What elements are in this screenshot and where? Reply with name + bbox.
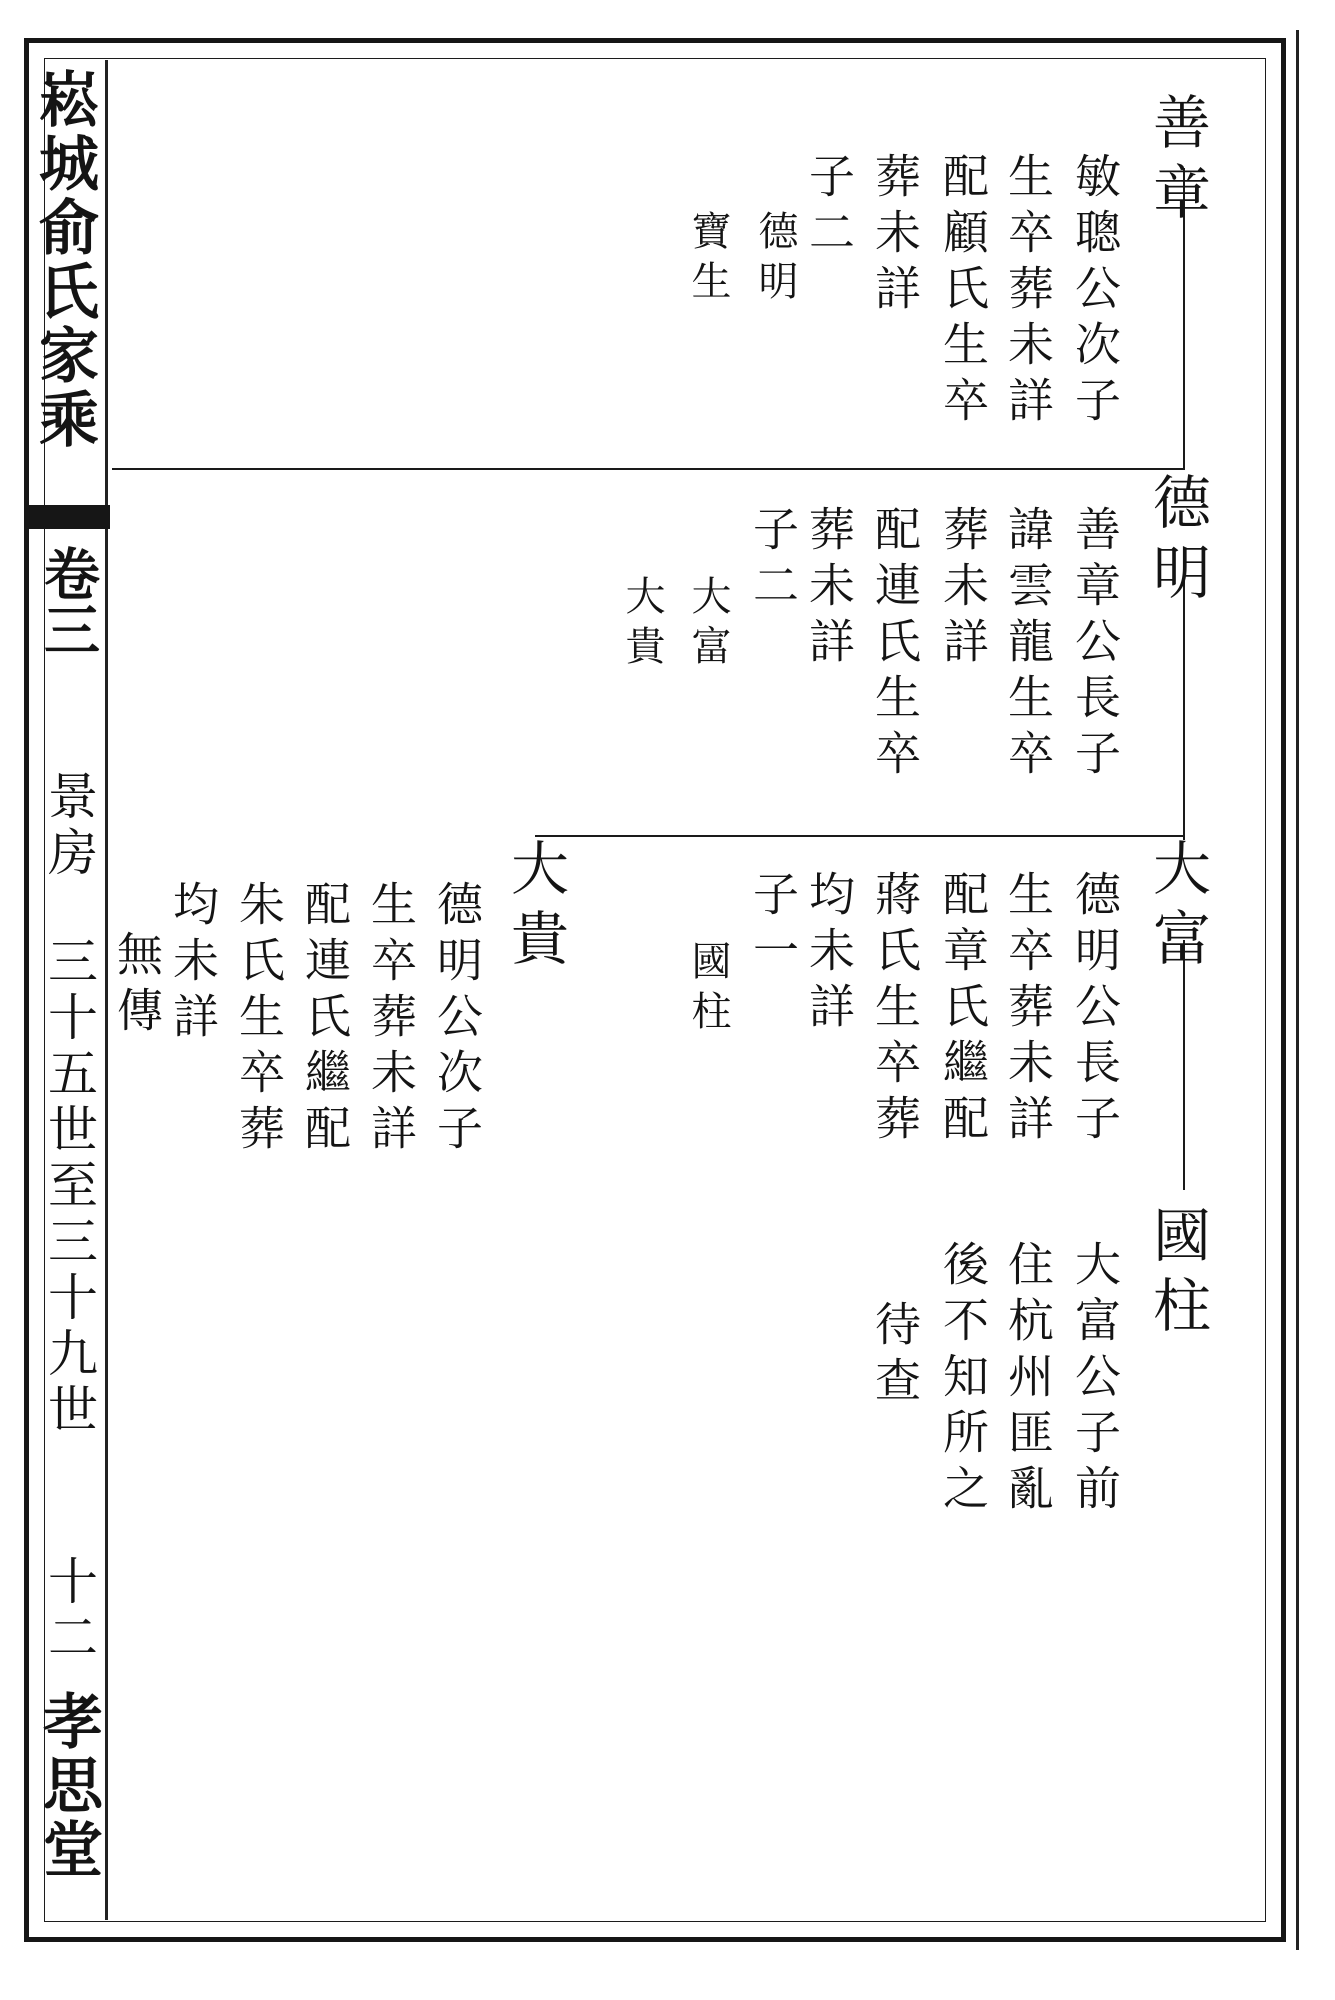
- entry-line: 生卒葬未詳: [1001, 152, 1055, 432]
- person-name-deming: 德明: [1143, 472, 1211, 612]
- entry-line: 葬未詳: [802, 505, 856, 673]
- page-edge-line: [1296, 30, 1299, 1950]
- entry-line: 蔣氏生卒葬: [868, 870, 922, 1150]
- entry-line: 大富公子前: [1068, 1240, 1122, 1520]
- person-name-guozhu: 國柱: [1143, 1205, 1211, 1345]
- entry-line: 待查: [868, 1300, 922, 1412]
- son-count: 子二: [802, 152, 856, 264]
- entry-line: 朱氏生卒葬: [232, 880, 286, 1160]
- entry-line: 德明公長子: [1068, 870, 1122, 1150]
- hall-name: 孝思堂: [33, 1690, 103, 1882]
- entry-line: 配連氏生卒: [868, 505, 922, 785]
- entry-line: 均未詳: [802, 870, 856, 1038]
- entry-line: 配連氏繼配: [298, 880, 352, 1160]
- entry-line: 配章氏繼配: [936, 870, 990, 1150]
- entry-line: 生卒葬未詳: [364, 880, 418, 1160]
- page-number: 十二: [40, 1555, 98, 1667]
- son-name: 德明: [752, 210, 798, 310]
- entry-line: 無傳: [110, 930, 164, 1042]
- entry-line: 生卒葬未詳: [1001, 870, 1055, 1150]
- entry-line: 德明公次子: [430, 880, 484, 1160]
- generation-range: 三十五世至三十九世: [40, 935, 98, 1439]
- person-name-dagui: 大貴: [501, 838, 569, 978]
- son-name: 大貴: [619, 575, 665, 675]
- son-count: 子一: [746, 870, 800, 982]
- person-name-shanzhang: 善章: [1143, 92, 1211, 232]
- son-count: 子二: [746, 505, 800, 617]
- entry-line: 住杭州匪亂: [1001, 1240, 1055, 1520]
- book-title: 崧城俞氏家乘: [29, 68, 99, 452]
- spine-divider: [105, 60, 108, 1920]
- entry-line: 諱雲龍生卒: [1001, 505, 1055, 785]
- entry-line: 葬未詳: [868, 152, 922, 320]
- son-name: 大富: [685, 575, 731, 675]
- entry-line: 善章公長子: [1068, 505, 1122, 785]
- entry-line: 均未詳: [166, 880, 220, 1048]
- son-name: 寶生: [685, 210, 731, 310]
- generation-divider: [112, 468, 1184, 470]
- fish-tail-mark: [24, 505, 110, 529]
- chapter-label: 卷三: [35, 545, 101, 657]
- son-name: 國柱: [685, 940, 731, 1040]
- generation-divider: [535, 835, 1184, 837]
- entry-line: 配顧氏生卒: [936, 152, 990, 432]
- branch-label: 景房: [40, 770, 98, 882]
- entry-line: 葬未詳: [936, 505, 990, 673]
- entry-line: 後不知所之: [936, 1240, 990, 1520]
- person-name-dafu: 大富: [1143, 838, 1211, 978]
- entry-line: 敏聰公次子: [1068, 152, 1122, 432]
